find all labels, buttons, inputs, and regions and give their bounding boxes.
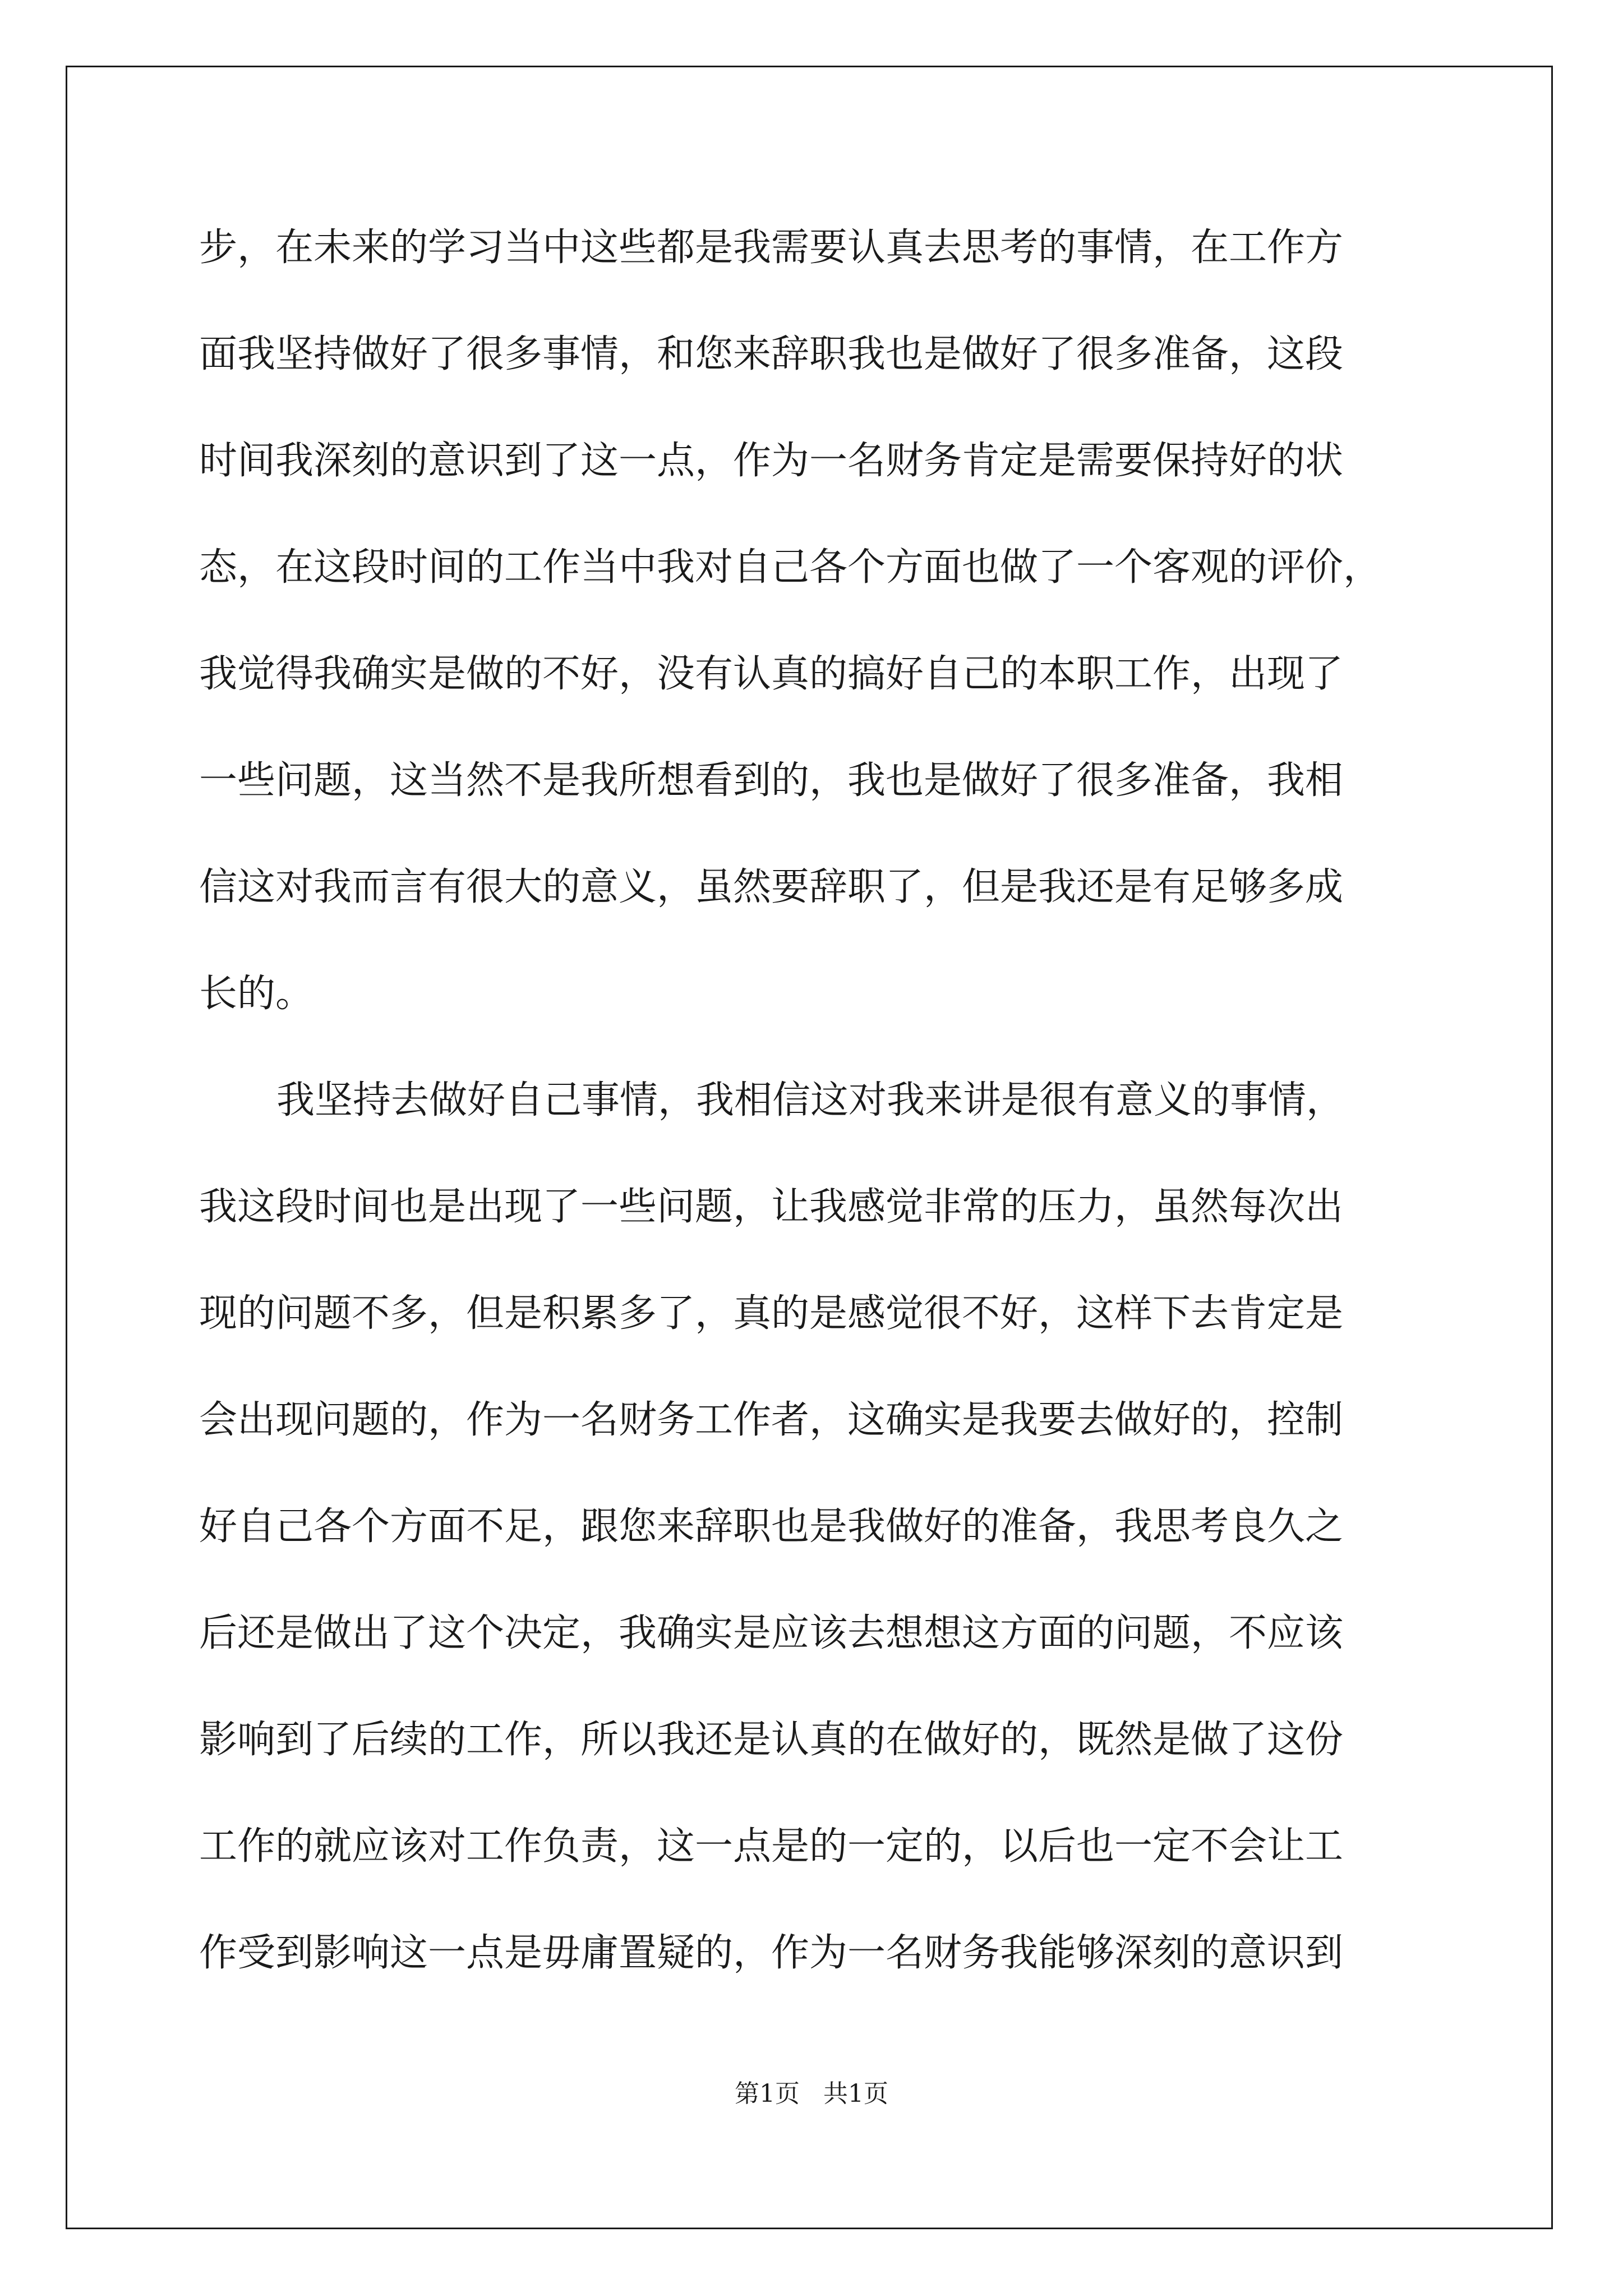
document-body	[199, 220, 1455, 2032]
paragraph-start-line: 我坚持去做好自己事情，我相信这对我来讲是很有意义的事情，	[276, 1078, 1345, 1122]
text-line: 现的问题不多，但是积累多了，真的是感觉很不好，这样下去肯定是	[199, 1291, 1344, 1336]
text-line: 一些问题，这当然不是我所想看到的，我也是做好了很多准备，我相	[199, 758, 1344, 803]
text-line: 长的。	[199, 972, 314, 1016]
text-line: 后还是做出了这个决定，我确实是应该去想想这方面的问题，不应该	[199, 1611, 1344, 1655]
text-line: 工作的就应该对工作负责，这一点是的一定的，以后也一定不会让工	[199, 1824, 1344, 1869]
text-line: 作受到影响这一点是毋庸置疑的，作为一名财务我能够深刻的意识到	[199, 1931, 1344, 1975]
text-line: 面我坚持做好了很多事情，和您来辞职我也是做好了很多准备，这段	[199, 332, 1344, 376]
text-line: 时间我深刻的意识到了这一点，作为一名财务肯定是需要保持好的状	[199, 439, 1344, 483]
text-line: 会出现问题的，作为一名财务工作者，这确实是我要去做好的，控制	[199, 1398, 1344, 1442]
text-line: 我觉得我确实是做的不好，没有认真的搞好自己的本职工作，出现了	[199, 652, 1344, 696]
text-line: 步，在未来的学习当中这些都是我需要认真去思考的事情，在工作方	[199, 226, 1344, 270]
page-number-footer: 第1页 共1页	[735, 2079, 888, 2108]
text-line: 影响到了后续的工作，所以我还是认真的在做好的，既然是做了这份	[199, 1718, 1344, 1762]
text-line: 我这段时间也是出现了一些问题，让我感觉非常的压力，虽然每次出	[199, 1185, 1344, 1229]
text-line: 态，在这段时间的工作当中我对自己各个方面也做了一个客观的评价，	[199, 545, 1382, 590]
text-line: 好自己各个方面不足，跟您来辞职也是我做好的准备，我思考良久之	[199, 1504, 1344, 1549]
text-line: 信这对我而言有很大的意义，虽然要辞职了，但是我还是有足够多成	[199, 865, 1344, 909]
